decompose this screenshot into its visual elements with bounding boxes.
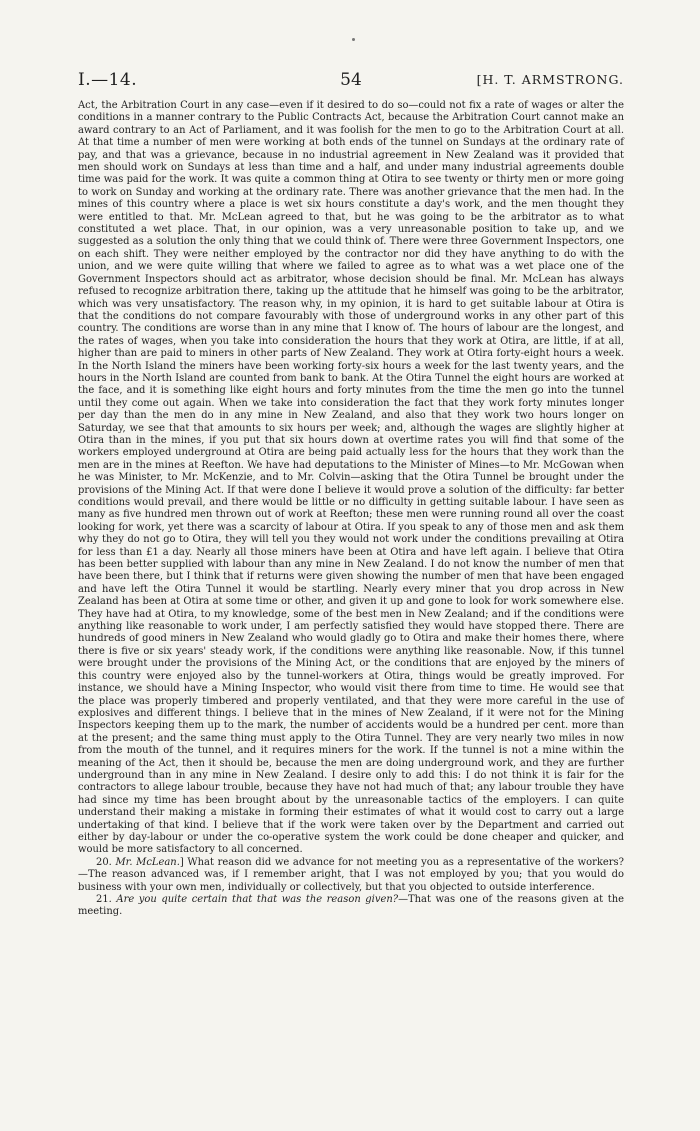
document-body (78, 100, 624, 919)
question-20 (78, 857, 624, 894)
question-21 (78, 894, 624, 919)
question-number: 20. (96, 856, 112, 868)
page-number: 54 (340, 70, 362, 90)
question-speaker: Mr. McLean. (115, 856, 180, 868)
question-text-italic: Are you quite certain that that was the reason given? (116, 894, 399, 905)
answer-text: —That was one of the reasons given at the meeting. (78, 894, 624, 918)
question-number: 21. (96, 894, 112, 905)
witness-name: [H. T. ARMSTRONG. (476, 72, 624, 87)
document-reference: I.—14. (78, 70, 138, 90)
testimony-paragraph: Act, the Arbitration Court in any case—even if it desired to do so—could not fix a rate of wages or alter the conditions in a manner contrary to the Public Contracts Act, because the Arbitration Court cannot make an award contrary to an Act of Parliament, and it was foolish for the men to go to the Arbitration Court at all. At that time a number of men were working at both ends of the tunnel on Sundays at the ordinary rate of pay, and that was a grievance, because in no industrial agreement in New Zealand was it provided that men should work on Sundays at less than time and a half, and under many industrial agreements double time was paid for the work. It was quite a common thing at Otira to see twenty or thirty men or more going to work on Sunday and working at the ordinary rate. There was another grievance that the men had. In the mines of this country where a place is wet six hours constitute a day's work, and the men thought they were entitled to that. Mr. McLean agreed to that, but he was going to be the arbitrator as to what constituted a wet place. That, in our opinion, was a very unreasonable position to take up, and we suggested as a solution the only thing that we could think of. There were three Government Inspectors, one on each shift. They were neither employed by the contractor nor did they have anything to do with the union, and we were quite willing that where we failed to agree as to what was a wet place one of the Government Inspectors should act as arbitrator, whose decision should be final. Mr. McLean has always refused to recognize arbitration there, taking up the attitude that he himself was going to be the arbitrator, which was very unsatisfactory. The reason why, in my opinion, it is hard to get suitable labour at Otira is that the conditions do not compare favourably with those of underground works in any other part of this country. The conditions are worse than in any mine that I know of. The hours of labour are the longest, and the rates of wages, when you take into consideration the hours that they work at Otira, are little, if at all, higher than are paid to miners in other parts of New Zealand. They work at Otira forty-eight hours a week. In the North Island the miners have been working forty-six hours a week for the last twenty years, and the hours in the North Island are counted from bank to bank. At the Otira Tunnel the eight hours are worked at the face, and it is something like eight hours and forty minutes from the time the men go into the tunnel until they come out again. When we take into consideration the fact that they work forty minutes longer per day than the men do in any mine in New Zealand, and also that they work two hours longer on Saturday, we see that that amounts to six hours per week; and, although the wages are slightly higher at Otira than in the mines, if you put that six hours down at overtime rates you will find that some of the workers employed underground at Otira are being paid actually less for the hours that they work than the men are in the mines at Reefton. We have had deputations to the Minister of Mines—to Mr. McGowan when he was Minister, to Mr. McKenzie, and to Mr. Colvin—asking that the Otira Tunnel be brought under the provisions of the Mining Act. If that were done I believe it would prove a solution of the difficulty: far better conditions would prevail, and there would be little or no difficulty in getting suitable labour. I have seen as many as five hundred men thrown out of work at Reefton; these men were running round all over the coast looking for work, yet there was a scarcity of labour at Otira. If you speak to any of those men and ask them why they do not go to Otira, they will tell you they would not work under the conditions prevailing at Otira for less than £1 a day. Nearly all those miners have been at Otira and have left again. I believe that Otira has been better supplied with labour than any mine in New Zealand. I do not know the number of men that have been there, but I think that if returns were given showing the number of men that have been engaged and have left the Otira Tunnel it would be startling. Nearly every miner that you drop across in New Zealand has been at Otira at some time or other, and given it up and gone to look for work somewhere else. They have had at Otira, to my knowledge, some of the best men in New Zealand; and if the conditions were anything like reasonable to work under, I am perfectly satisfied they would have stopped there. There are hundreds of good miners in New Zealand who would gladly go to Otira and make their homes there, where there is five or six years' steady work, if the conditions were anything like reasonable. Now, if this tunnel were brought under the provisions of the Mining Act, or the conditions that are enjoyed by the miners of this country were enjoyed also by the tunnel-workers at Otira, things would be greatly improved. For instance, we should have a Mining Inspector, who would visit there from time to time. He would see that the place was properly timbered and properly ventilated, and that they were more careful in the use of explosives and different things. I believe that in the mines of New Zealand, if it were not for the Mining Inspectors keeping them up to the mark, the number of accidents would be a hundred per cent. more than at the present; and the same thing must apply to the Otira Tunnel. They are very nearly two miles in now from the mouth of the tunnel, and it requires miners for the work. If the tunnel is not a mine within the meaning of the Act, then it should be, because the men are doing underground work, and they are further underground than in any mine in New Zealand. I desire only to add this: I do not think it is fair for the contractors to allege labour trouble, because they have not had much of that; any labour trouble they have had since my time has been brought about by the unreasonable tactics of the employers. I can quite understand their making a mistake in forming their estimates of what it would cost to carry out a large undertaking of that kind. I believe that if the work were taken over by the Department and carried out either by day-labour or under the co-operative system the work could be done cheaper and quicker, and would be more satisfactory to all concerned. (78, 100, 624, 856)
page-mark (352, 38, 355, 41)
page-header (78, 70, 624, 96)
question-text: ] What reason did we advance for not meeting you as a representative of the workers?—The reason advanced was, if I remember aright, that I was not employed by you; that you would do business with your own men, individually or collectively, but that you objected to outside interference. (78, 856, 624, 893)
